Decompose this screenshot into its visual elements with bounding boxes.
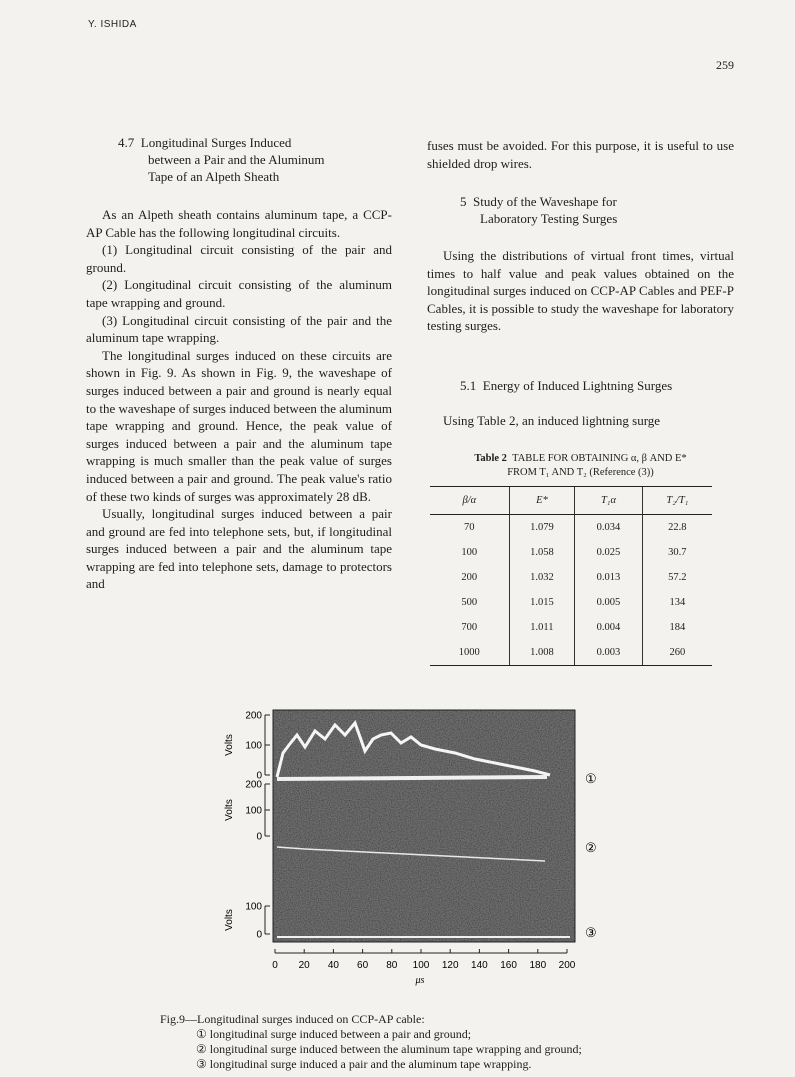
y-tick-label: 0 — [256, 929, 262, 941]
table-cell: 0.003 — [575, 640, 643, 666]
table-cell: 100 — [461, 547, 478, 558]
table-cell: 0.005 — [575, 590, 643, 615]
page-number: 259 — [716, 58, 734, 72]
section-4-7-heading — [118, 134, 325, 185]
figure-9-caption — [160, 1012, 720, 1072]
table-cell: 1000 — [430, 640, 509, 666]
list-item: (1) Longitudinal circuit consisting of the pair and ground. — [86, 242, 392, 275]
panel-marker-1: ① — [585, 771, 597, 786]
section-5-1-number: 5.1 — [460, 378, 477, 393]
list-item: (3) Longitudinal circuit consisting of the pair and the aluminum tape wrapping. — [86, 312, 392, 346]
section-4-7-title-line: Tape of an Alpeth Sheath — [148, 169, 280, 184]
x-tick-label: 60 — [357, 960, 369, 971]
x-tick-label: 80 — [386, 960, 398, 971]
table-cell: 500 — [461, 597, 478, 608]
table-cell: 1.032 — [509, 565, 575, 590]
left-column-body — [86, 206, 392, 593]
section-5-title-line: Study of the Waveshape for — [473, 194, 617, 209]
table-cell: 1.015 — [509, 590, 575, 615]
table-cell: 0.013 — [575, 565, 643, 590]
x-tick-label: 20 — [298, 960, 310, 971]
panel-marker-3: ③ — [585, 925, 597, 940]
section-5-body — [427, 247, 734, 335]
section-5-1-title: Energy of Induced Lightning Surges — [482, 378, 673, 393]
x-tick-label: 40 — [327, 960, 339, 971]
table-cell: 22.8 — [642, 515, 712, 541]
paragraph: As an Alpeth sheath contains aluminum tape, a CCP-AP Cable has the following longitudinal circuits. — [86, 207, 392, 240]
x-axis-ticks — [272, 949, 576, 971]
figure-caption-item: ② longitudinal surge induced between the aluminum tape wrapping and ground; — [196, 1042, 582, 1056]
x-axis-unit: μs — [415, 975, 425, 986]
table-row — [430, 640, 712, 666]
column-header: β/α — [430, 487, 509, 515]
paragraph: Using the distributions of virtual front times, virtual times to half value and peak values obtained on the longitudinal surges induced on CCP-AP Cables and PEF-P Cables, it is possible to study the waveshape for laboratory testing surges. — [427, 248, 734, 334]
running-header-author: Y. ISHIDA — [88, 19, 137, 30]
table-cell: 0.034 — [575, 515, 643, 541]
section-5-number: 5 — [460, 194, 467, 209]
table-row — [430, 515, 712, 541]
section-5-1-heading — [460, 377, 672, 394]
section-5-heading — [460, 193, 617, 227]
paragraph: Using Table 2, an induced lightning surge — [443, 413, 661, 428]
y-tick-label: 100 — [245, 901, 262, 913]
table-row — [430, 590, 712, 615]
table-cell: 184 — [642, 615, 712, 640]
x-tick-label: 180 — [529, 960, 547, 971]
list-item: (2) Longitudinal circuit consisting of the aluminum tape wrapping and ground. — [86, 277, 392, 310]
table-cell: 260 — [642, 640, 712, 666]
x-tick-label: 200 — [558, 960, 576, 971]
paragraph: fuses must be avoided. For this purpose, it is useful to use shielded drop wires. — [427, 138, 734, 171]
x-tick-label: 100 — [412, 960, 430, 971]
table-cell: 1.079 — [509, 515, 575, 541]
table-cell: 1.008 — [509, 640, 575, 666]
y-tick-label: 100 — [245, 740, 262, 752]
table-cell: 1.058 — [509, 540, 575, 565]
x-tick-label: 120 — [441, 960, 459, 971]
section-5-1-body — [427, 412, 734, 430]
section-5-title-line: Laboratory Testing Surges — [480, 211, 618, 226]
section-4-7-title-line: Longitudinal Surges Induced — [140, 135, 292, 150]
table-2-caption-line: FROM T₁ AND T₂ (Reference (3)) — [507, 467, 654, 478]
figure-caption-title: Fig.9—Longitudinal surges induced on CCP-AP cable: — [160, 1012, 425, 1026]
paragraph: The longitudinal surges induced on these circuits are shown in Fig. 9. As shown in Fig. 9, the waveshape of surges induced between a pair and ground is nearly equal to the waveshape of surges induced between the aluminum tape wrapping and ground. Hence, the peak value of surges induced between a pair and the aluminum tape wrapping is much smaller than the peak value of surges induced between a pair and ground. The peak value's ratio of these two kinds of surges was approximately 28 dB. — [86, 347, 392, 504]
y-tick-label: 200 — [245, 779, 262, 791]
table-2-caption-line: TABLE FOR OBTAINING α, β AND E* — [512, 453, 687, 464]
table-cell: 70 — [464, 522, 475, 533]
table-header-row — [430, 487, 712, 515]
x-tick-label: 0 — [272, 960, 278, 971]
table-2 — [430, 486, 712, 666]
table-row — [430, 565, 712, 590]
column-header: T₂/T₁ — [642, 487, 712, 515]
table-cell: 200 — [461, 572, 478, 583]
paragraph: Usually, longitudinal surges induced between a pair and ground are fed into telephone sets, but, if longitudinal surges induced between a pair and the aluminum tape wrapping are fed into telephone sets, damage to protectors and — [86, 506, 392, 592]
x-tick-label: 140 — [471, 960, 488, 971]
table-cell: 0.004 — [575, 615, 643, 640]
table-cell: 134 — [642, 590, 712, 615]
table-row — [430, 540, 712, 565]
figure-caption-item: ③ longitudinal surge induced a pair and the aluminum tape wrapping. — [196, 1057, 532, 1071]
panel-marker-2: ② — [585, 840, 597, 855]
y-axis-label: Volts — [224, 734, 235, 756]
section-4-7-title-line: between a Pair and the Aluminum — [148, 152, 325, 167]
trace-baseline-1 — [277, 777, 547, 779]
column-header: T₁α — [575, 487, 643, 515]
table-2-label: Table 2 — [474, 453, 507, 464]
table-cell: 57.2 — [642, 565, 712, 590]
right-column-top — [427, 137, 734, 172]
table-cell: 700 — [461, 622, 478, 633]
table-cell: 30.7 — [642, 540, 712, 565]
figure-9 — [215, 705, 615, 995]
column-header: E* — [509, 487, 575, 515]
y-axes — [224, 711, 270, 941]
y-tick-label: 200 — [245, 710, 262, 722]
section-4-7-number: 4.7 — [118, 135, 135, 150]
y-axis-label: Volts — [224, 909, 235, 931]
table-row — [430, 615, 712, 640]
y-axis-label: Volts — [224, 799, 235, 821]
table-cell: 1.011 — [509, 615, 575, 640]
table-cell: 0.025 — [575, 540, 643, 565]
y-tick-label: 100 — [245, 805, 262, 817]
x-tick-label: 160 — [500, 960, 517, 971]
y-tick-label: 0 — [256, 831, 262, 843]
y-tick-label: 0 — [256, 770, 262, 782]
table-2-caption — [427, 452, 734, 480]
figure-caption-item: ① longitudinal surge induced between a pair and ground; — [196, 1027, 472, 1041]
